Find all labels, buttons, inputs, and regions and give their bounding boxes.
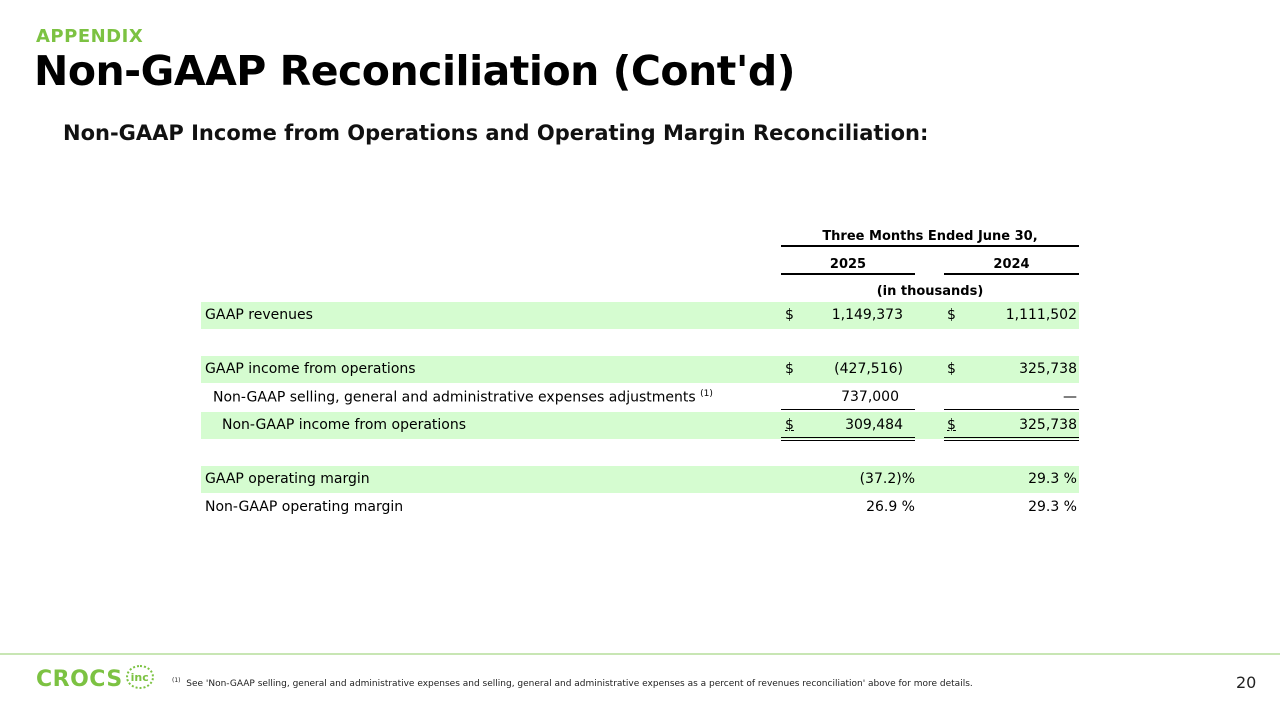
row-label: Non-GAAP operating margin [205, 499, 404, 515]
page-number: 20 [1236, 673, 1257, 692]
total-double-rule-2025-b [781, 440, 915, 441]
value-2024: — [1063, 389, 1077, 405]
footnote-marker: (1) [172, 677, 181, 684]
value-2025: (37.2)% [859, 471, 915, 487]
logo-wordmark: CROCS [36, 667, 123, 692]
table-row-non-gaap-income-from-operations [201, 412, 1079, 439]
page-title: Non-GAAP Reconciliation (Cont'd) [34, 47, 795, 95]
value-2025: 26.9 % [866, 499, 915, 515]
footer-divider [0, 653, 1280, 655]
value-2025: 309,484 [845, 417, 903, 433]
value-2024: 29.3 % [1028, 471, 1077, 487]
table-row-gaap-income-from-operations [201, 356, 1079, 383]
row-label: GAAP operating margin [205, 471, 370, 487]
subtotal-rule-2025 [781, 409, 915, 410]
footnote [172, 677, 973, 689]
value-2024: 1,111,502 [1005, 307, 1077, 323]
year-2025-rule [781, 273, 915, 275]
dollar-sign: $ [947, 307, 956, 323]
value-2024: 325,738 [1019, 361, 1077, 377]
dollar-sign: $ [947, 417, 956, 433]
table-row-sga-adjustments [201, 384, 1079, 411]
page-subtitle: Non-GAAP Income from Operations and Operating Margin Reconciliation: [63, 121, 929, 145]
period-header-rule [781, 245, 1079, 247]
total-double-rule-2025-a [781, 437, 915, 438]
value-2025: (427,516) [834, 361, 903, 377]
period-header: Three Months Ended June 30, [822, 229, 1038, 244]
dollar-sign: $ [785, 361, 794, 377]
row-label: GAAP revenues [205, 307, 313, 323]
year-2024-rule [944, 273, 1079, 275]
row-label [213, 389, 713, 406]
row-label-text: Non-GAAP selling, general and administrative expenses adjustments [213, 389, 696, 406]
section-label: APPENDIX [36, 26, 144, 47]
units-label: (in thousands) [876, 284, 984, 299]
row-label: GAAP income from operations [205, 361, 416, 377]
value-2024: 29.3 % [1028, 499, 1077, 515]
value-2025: 1,149,373 [831, 307, 903, 323]
dollar-sign: $ [947, 361, 956, 377]
footnote-marker: (1) [700, 389, 713, 399]
year-2024-header: 2024 [993, 257, 1030, 272]
total-double-rule-2024-b [944, 440, 1079, 441]
logo-inc-badge: inc [126, 665, 154, 689]
footnote-text: See 'Non-GAAP selling, general and administrative expenses and selling, general and administrative expenses as a percent of revenues reconciliation' above for more details. [186, 679, 973, 689]
row-label: Non-GAAP income from operations [222, 417, 467, 433]
table-row-gaap-operating-margin [201, 466, 1079, 493]
value-2024: 325,738 [1019, 417, 1077, 433]
crocs-logo [36, 667, 154, 692]
dollar-sign: $ [785, 307, 794, 323]
dollar-sign: $ [785, 417, 794, 433]
subtotal-rule-2024 [944, 409, 1079, 410]
total-double-rule-2024-a [944, 437, 1079, 438]
value-2025: 737,000 [841, 389, 899, 405]
table-row-gaap-revenues [201, 302, 1079, 329]
table-row-non-gaap-operating-margin [201, 494, 1079, 521]
year-2025-header: 2025 [829, 257, 867, 272]
